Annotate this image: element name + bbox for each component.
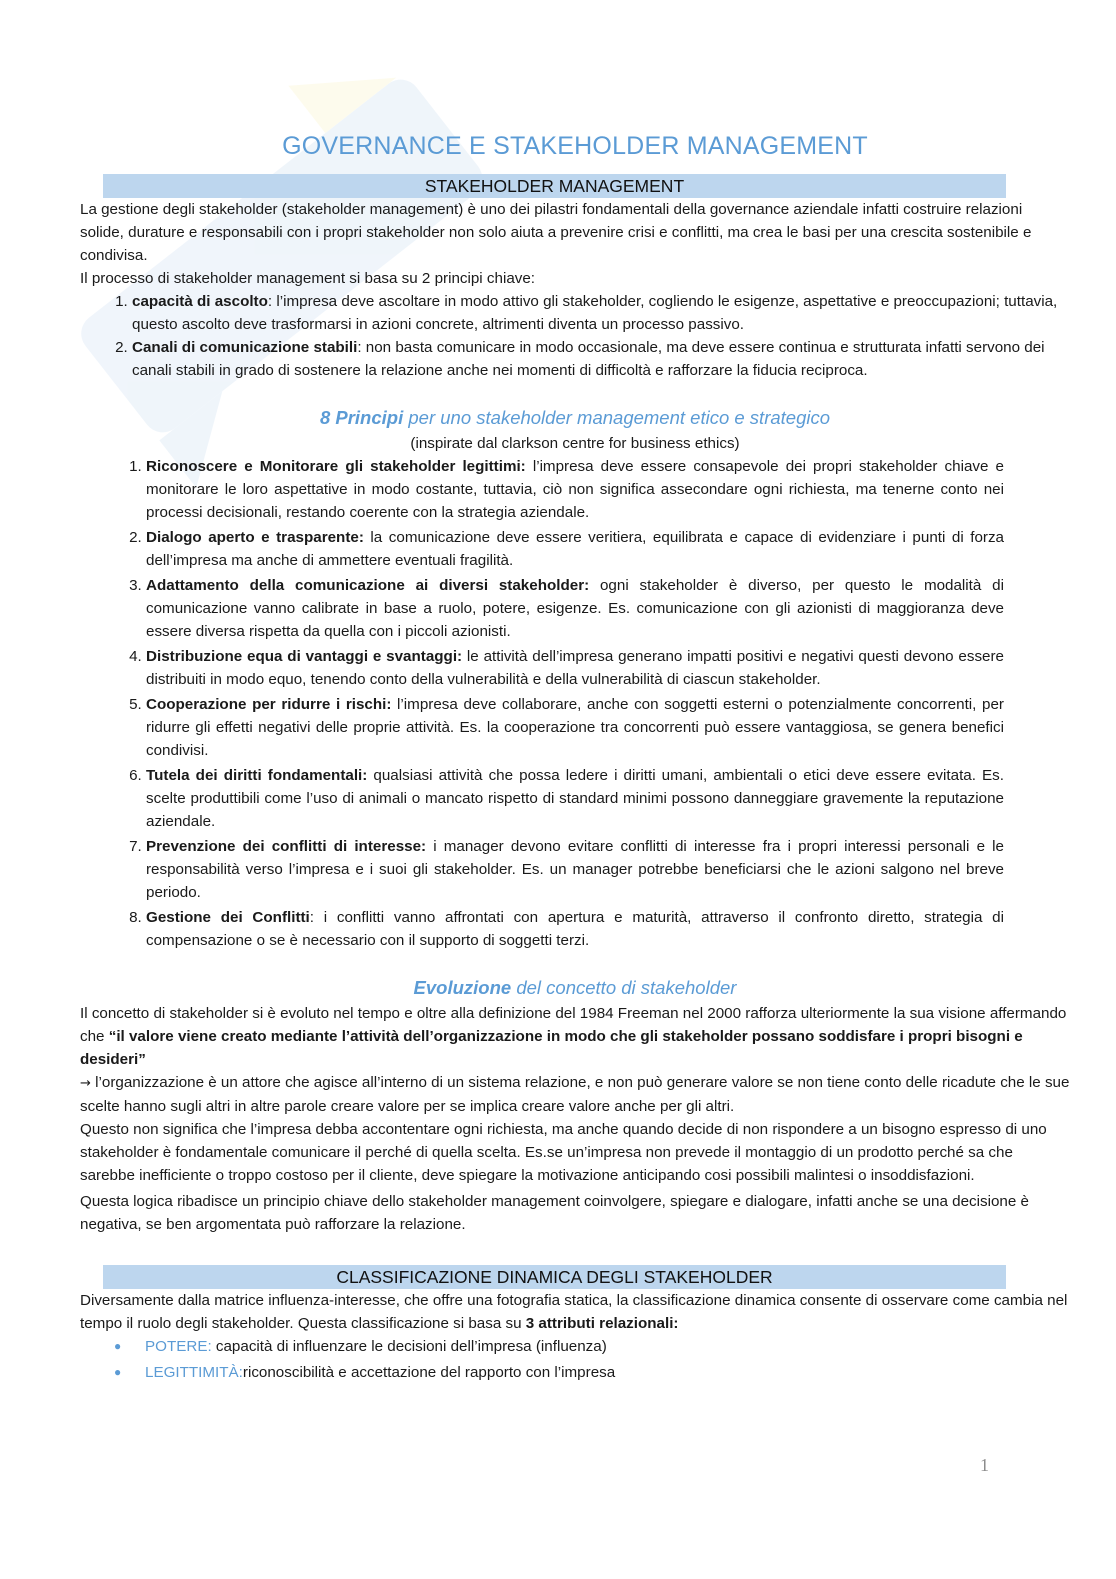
title-rest-part: per uno stakeholder management etico e strategico bbox=[403, 407, 831, 428]
principle-text: : l’impresa deve ascoltare in modo attivo gli stakeholder, cogliendo le esigenze, aspettative e preoccupazioni; tuttavia, questo ascolto deve trasformarsi in azioni concrete, altrimenti diventa un processo passivo. bbox=[132, 293, 1058, 333]
paragraph-text: Diversamente dalla matrice influenza-interesse, che offre una fotografia statica, la classificazione dinamica consente di osservare come cambia nel tempo il ruolo degli stakeholder. Questa classificazione si basa su bbox=[80, 1292, 1068, 1332]
document-title: GOVERNANCE E STAKEHOLDER MANAGEMENT bbox=[282, 132, 868, 160]
item-text: le attività dell’impresa generano impatti positivi e negativi questi devono essere distribuiti in modo equo, tenendo conto della vulnerabilità e della vulnerabilità di ciascun stakeholder. bbox=[146, 648, 1004, 688]
paragraph-text: l’organizzazione è un attore che agisce all’interno di un sistema relazione, e non può generare valore se non tiene conto delle ricadute che le sue scelte hanno sugli altri in altre parole creare valore per se implica creare valore anche per gli altri. bbox=[80, 1074, 1070, 1115]
evolution-paragraph-2 bbox=[80, 1071, 1070, 1118]
evolution-title bbox=[80, 974, 1070, 1002]
list-item bbox=[146, 574, 1004, 643]
evolution-paragraph-1 bbox=[80, 1002, 1070, 1071]
title-bold-part: 8 Principi bbox=[319, 407, 404, 428]
item-text: : i conflitti vanno affrontati con apertura e maturità, attraverso il confronto diretto, strategia di compensazione o se è necessario con il supporto di soggetti terzi. bbox=[146, 909, 1004, 949]
attributes-count: 3 attributi relazionali: bbox=[525, 1315, 679, 1332]
attributes-list bbox=[80, 1335, 1070, 1384]
list-item bbox=[146, 693, 1004, 762]
item-name: Riconoscere e Monitorare gli stakeholder legittimi: bbox=[146, 458, 526, 475]
key-principles-list bbox=[80, 290, 1070, 382]
item-text: ogni stakeholder è diverso, per questo le modalità di comunicazione vanno calibrate in base a ruolo, potere, esigenze. Es. comunicazione con gli azionisti di maggioranza deve essere diversa rispetta da quella con i piccoli azionisti. bbox=[146, 577, 1004, 640]
item-text: l’impresa deve collaborare, anche con soggetti esterni o potenzialmente concorrenti, per ridurre gli effetti negativi delle proprie attività. Es. la cooperazione tra concorrenti può essere vantaggiosa, se genera benefici condivisi. bbox=[146, 696, 1004, 759]
list-item bbox=[146, 906, 1004, 952]
list-item bbox=[145, 1361, 1070, 1384]
paragraph-text: Il concetto di stakeholder si è evoluto nel tempo e oltre alla definizione del 1984 Freeman nel 2000 rafforza ulteriormente la sua visione affermando che bbox=[80, 1005, 1067, 1045]
item-name: Adattamento della comunicazione ai diversi stakeholder: bbox=[146, 577, 590, 594]
classification-intro bbox=[80, 1289, 1070, 1335]
item-name: Dialogo aperto e trasparente: bbox=[146, 529, 364, 546]
principles-lead: Il processo di stakeholder management si basa su 2 principi chiave: bbox=[80, 270, 536, 287]
list-item bbox=[132, 290, 1070, 336]
list-item bbox=[146, 455, 1004, 524]
list-item bbox=[145, 1335, 1070, 1358]
list-item bbox=[146, 645, 1004, 691]
item-text: qualsiasi attività che possa ledere i diritti umani, ambientali o etici deve essere evitata. Es. scelte produttibili come l’uso di animali o mancato rispetto di standard minimi possono danneggiare gravemente la reputazione aziendale. bbox=[146, 767, 1004, 830]
evolution-paragraph-4: Questa logica ribadisce un principio chiave dello stakeholder management coinvolgere, spiegare e dialogare, infatti anche se una decisione è negativa, se ben argomentata può rafforzare la relazione. bbox=[80, 1193, 1029, 1233]
title-rest-part: del concetto di stakeholder bbox=[511, 977, 737, 998]
attribute-name: LEGITTIMITÀ: bbox=[145, 1364, 243, 1381]
title-bold-part: Evoluzione bbox=[413, 977, 512, 998]
document-content bbox=[80, 128, 1070, 1387]
attribute-text: riconoscibilità e accettazione del rapporto con l’impresa bbox=[242, 1364, 616, 1381]
item-text: la comunicazione deve essere veritiera, equilibrata e capace di evidenziare i punti di forza dell’impresa ma anche di ammettere eventuali fragilità. bbox=[146, 529, 1004, 569]
list-item bbox=[146, 835, 1004, 904]
section-header-classificazione: CLASSIFICAZIONE DINAMICA DEGLI STAKEHOLDER bbox=[103, 1265, 1006, 1289]
attribute-text: capacità di influenzare le decisioni dell’impresa (influenza) bbox=[211, 1338, 607, 1355]
principle-name: capacità di ascolto bbox=[132, 293, 268, 310]
item-text: l’impresa deve essere consapevole dei propri stakeholder chiave e monitorare le loro aspettative in modo costante, tuttavia, ciò non significa assecondare ogni richiesta, ma tenerne conto nei processi decisionali, restando coerente con la strategia aziendale. bbox=[146, 458, 1004, 521]
freeman-quote: “il valore viene creato mediante l’attività dell’organizzazione in modo che gli stakeholder possano soddisfare i propri bisogni e desideri” bbox=[80, 1028, 1023, 1068]
item-name: Tutela dei diritti fondamentali: bbox=[146, 767, 368, 784]
attribute-name: POTERE: bbox=[145, 1338, 212, 1355]
list-item bbox=[146, 764, 1004, 833]
item-name: Gestione dei Conflitti bbox=[146, 909, 310, 926]
arrow-right-icon: → bbox=[80, 1076, 91, 1091]
eight-principles-note: (inspirate dal clarkson centre for business ethics) bbox=[410, 435, 740, 452]
intro-paragraph: La gestione degli stakeholder (stakeholder management) è uno dei pilastri fondamentali della governance aziendale infatti costruire relazioni solide, durature e responsabili con i propri stakeholder non solo aiuta a prevenire crisi e conflitti, ma crea le basi per una crescita sostenibile e condivisa. bbox=[80, 201, 1032, 264]
item-text: i manager devono evitare conflitti di interesse fra i propri interessi personali e le responsabilità verso l’impresa e i suoi gli stakeholder. Es. un manager potrebbe beneficiarsi che le azioni salgono nel breve periodo. bbox=[146, 838, 1004, 901]
principle-name: Canali di comunicazione stabili bbox=[132, 339, 358, 356]
evolution-paragraph-3: Questo non significa che l’impresa debba accontentare ogni richiesta, ma anche quando decide di non rispondere a un bisogno espresso di uno stakeholder è fondamentale comunicare il perché di quella scelta. Es.se un’impresa non prevede il montaggio di un prodotto perché sa che sarebbe inefficiente o troppo costoso per il cliente, deve spiegare la motivazione anticipando cosi possibili malintesi o insoddisfazioni. bbox=[80, 1121, 1047, 1184]
eight-principles-title bbox=[80, 404, 1070, 432]
principle-text: : non basta comunicare in modo occasionale, ma deve essere continua e strutturata infatti servono dei canali stabili in grado di sostenere la relazione anche nei momenti di difficoltà e rafforzare la fiducia reciproca. bbox=[132, 339, 1045, 379]
item-name: Distribuzione equa di vantaggi e svantaggi: bbox=[146, 648, 463, 665]
page-number: 1 bbox=[980, 1455, 989, 1475]
eight-principles-list bbox=[80, 455, 1004, 952]
section-header-stakeholder-management: STAKEHOLDER MANAGEMENT bbox=[103, 174, 1006, 198]
item-name: Prevenzione dei conflitti di interesse: bbox=[146, 838, 427, 855]
list-item bbox=[146, 526, 1004, 572]
item-name: Cooperazione per ridurre i rischi: bbox=[146, 696, 392, 713]
list-item bbox=[132, 336, 1070, 382]
